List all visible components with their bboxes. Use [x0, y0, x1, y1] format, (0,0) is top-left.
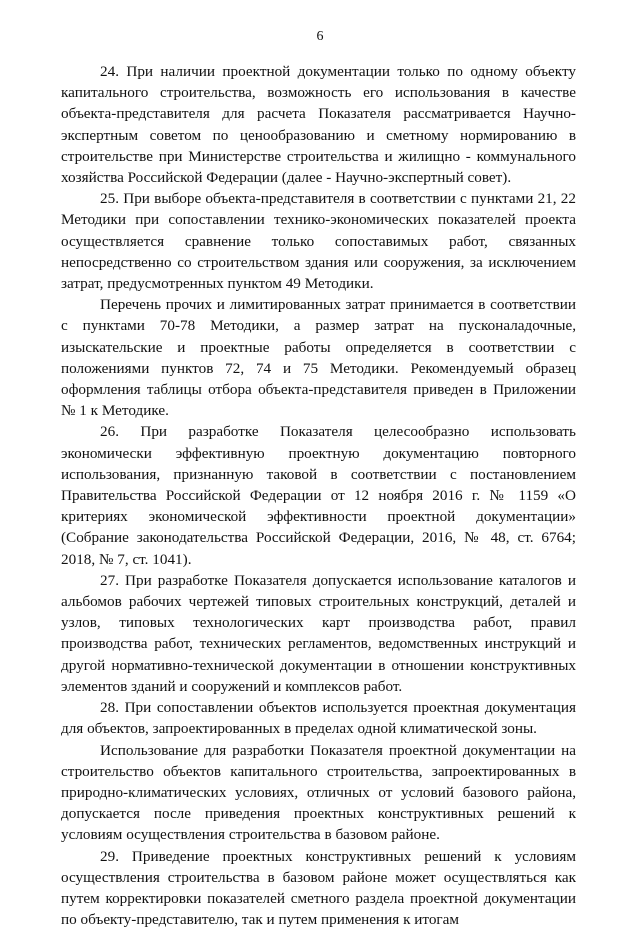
paragraph-28-continuation: Использование для разработки Показателя проектной документации на строительство объектов капитального строительства, запроектированных в природно-климатических условиях, отличных от условий базового района, допускается после приведения проектных конструктивных решений к условиям осуществления строительства в базовом районе. — [61, 741, 576, 844]
page-number: 6 — [316, 29, 324, 44]
paragraph-24: 24. При наличии проектной документации только по одному объекту капитального строительства, возможность его использования в качестве объекта-представителя для расчета Показателя рассматривается Научно-экспертным советом по ценообразованию и сметному нормированию в строительстве при Министерстве строительства и жилищно - коммунального хозяйства Российской Федерации (далее - Научно-экспертный совет). — [61, 63, 576, 187]
paragraph-29: 29. Приведение проектных конструктивных решений к условиям осуществления строительства в базовом районе может осуществляться как путем корректировки показателей сметного раздела проектной документации по объекту-представителю, так и путем применения к итогам — [61, 847, 576, 929]
paragraph-25: 25. При выборе объекта-представителя в соответствии с пунктами 21, 22 Методики при сопоставлении технико-экономических показателей проекта осуществляется сравнение только сопоставимых работ, связанных непосредственно со строительством здания или сооружения, за исключением затрат, предусмотренных пунктом 49 Методики. — [61, 190, 576, 293]
paragraph-27: 27. При разработке Показателя допускается использование каталогов и альбомов рабочих чертежей типовых строительных конструкций, деталей и узлов, типовых технологических карт производства работ, правил производства работ, технических регламентов, ведомственных инструкций и другой нормативно-технической документации в отношении конструктивных элементов зданий и сооружений и комплексов работ. — [61, 571, 576, 695]
paragraph-25-continuation: Перечень прочих и лимитированных затрат принимается в соответствии с пунктами 70-78 Методики, а размер затрат на пусконаладочные, изыскательские и проектные работы определяется в соответствии с положениями пунктов 72, 74 и 75 Методики. Рекомендуемый образец оформления таблицы отбора объекта-представителя приведен в Приложении № 1 к Методике. — [61, 296, 576, 420]
paragraph-26: 26. При разработке Показателя целесообразно использовать экономически эффективную проектную документацию повторного использования, признанную таковой в соответствии с постановлением Правительства Российской Федерации от 12 ноября 2016 г. № 1159 «О критериях экономической эффективности проектной документации» (Собрание законодательства Российской Федерации, 2016, № 48, ст. 6764; 2018, № 7, ст. 1041). — [61, 423, 576, 568]
document-body — [61, 61, 576, 930]
paragraph-28: 28. При сопоставлении объектов используется проектная документация для объектов, запроектированных в пределах одной климатической зоны. — [61, 699, 576, 738]
